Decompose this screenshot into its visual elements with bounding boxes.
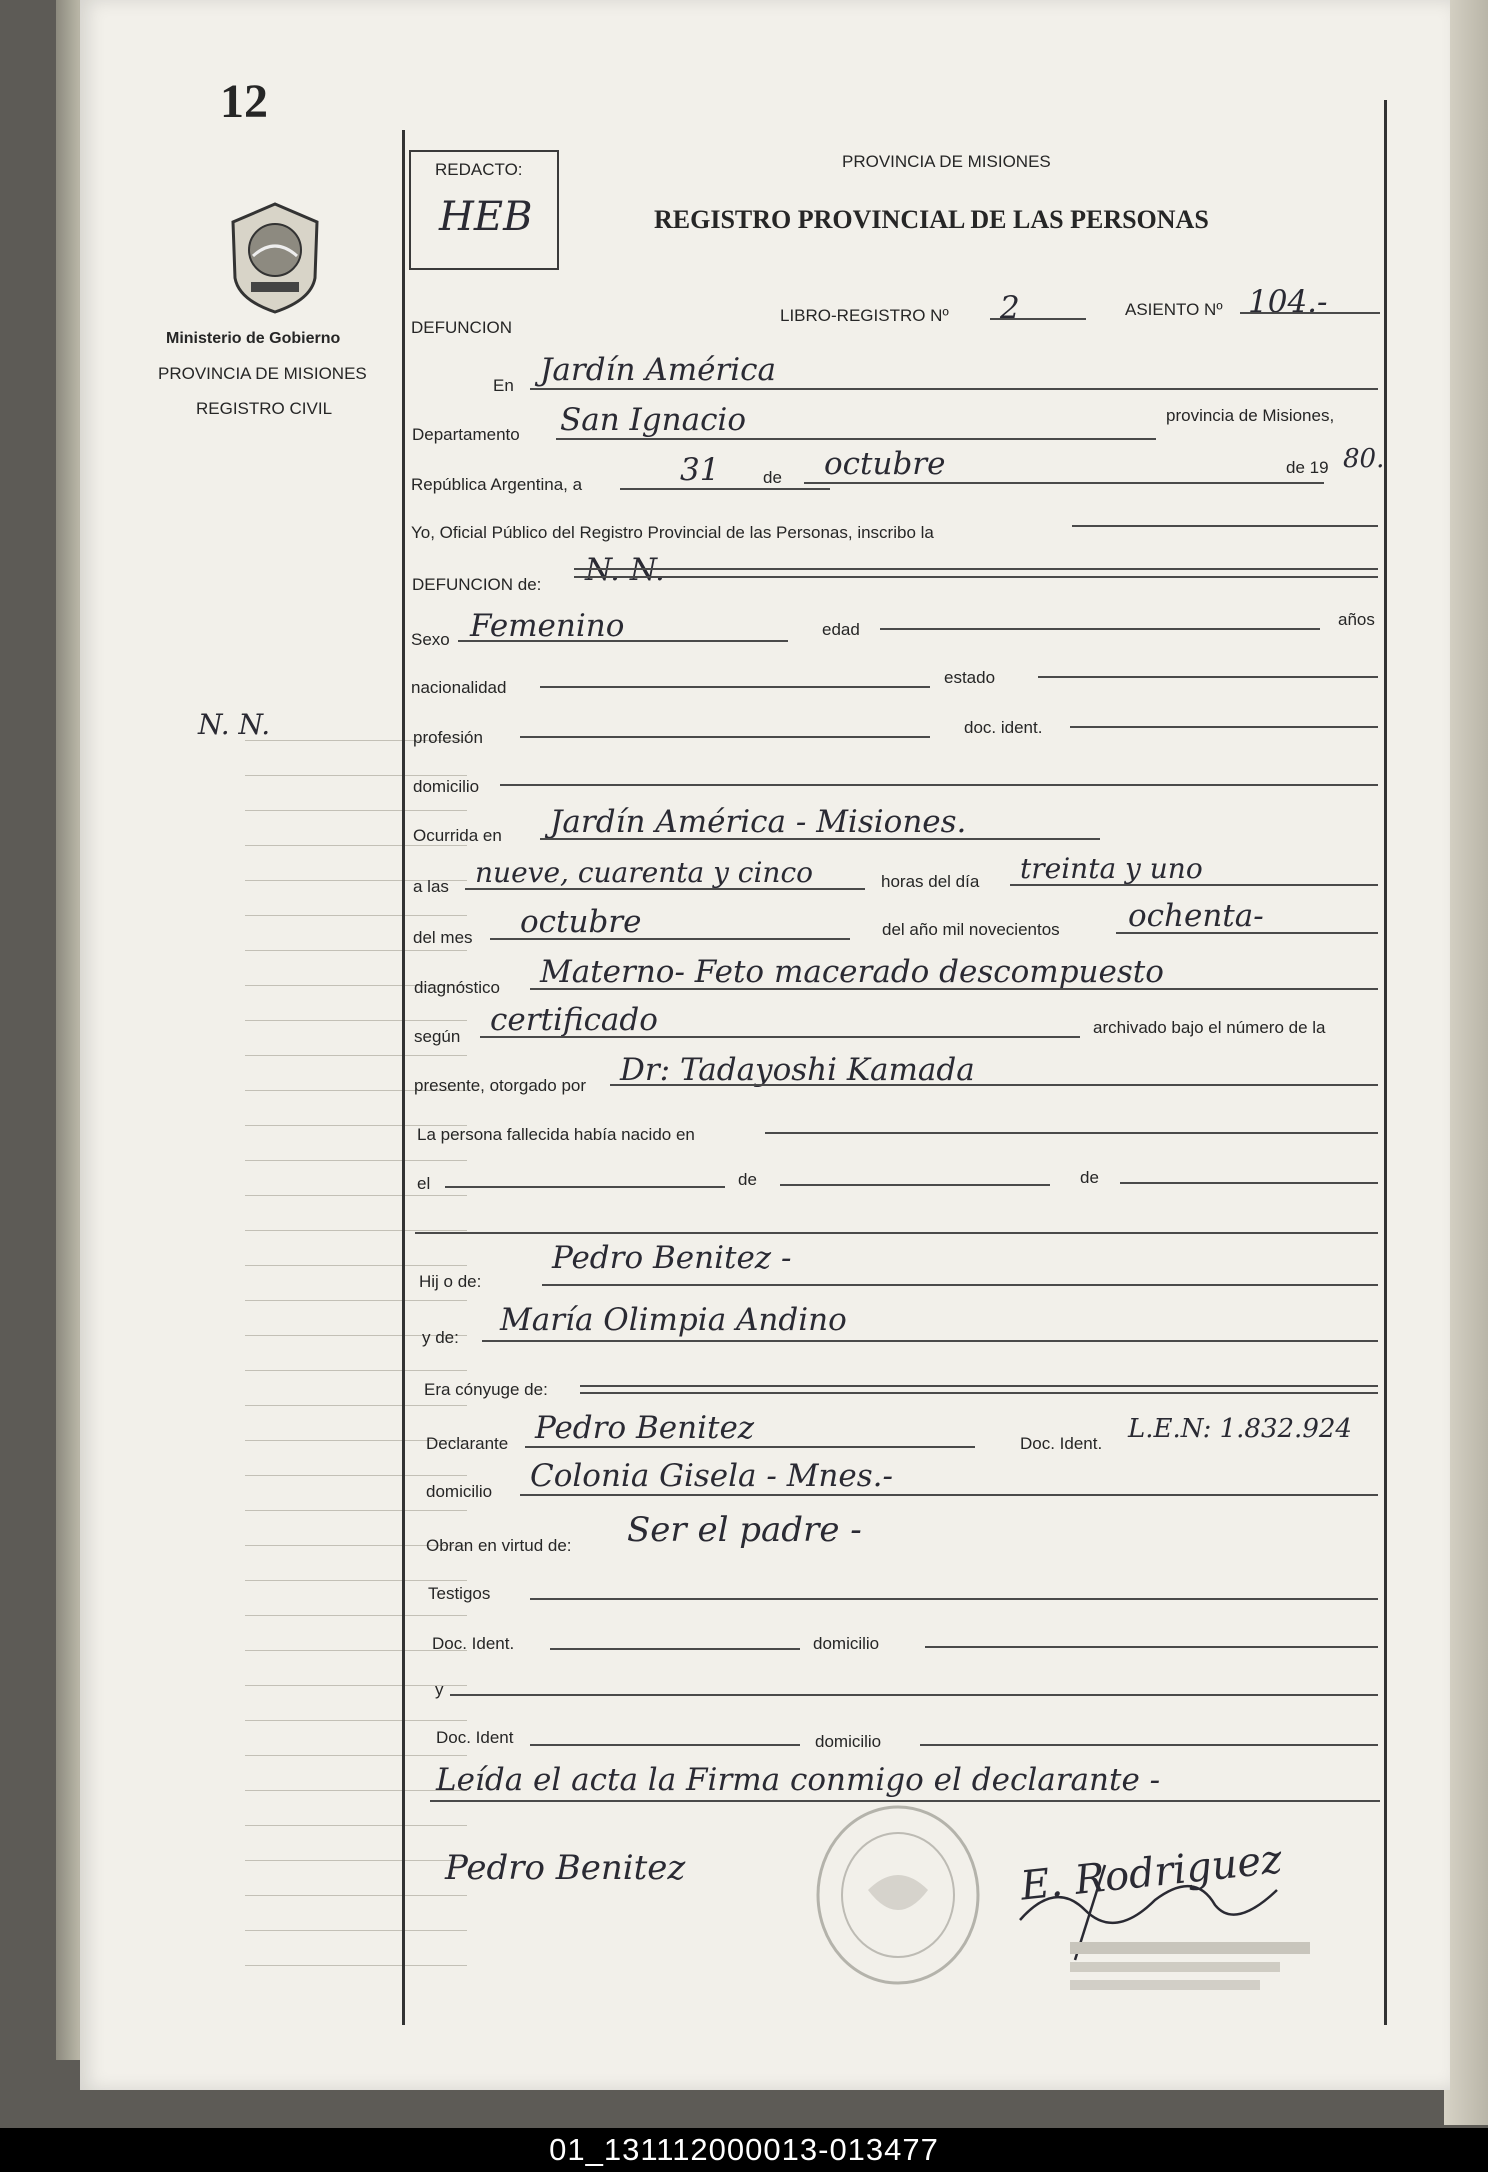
y-de-label: y de: [422,1328,459,1347]
book-edge [1444,0,1488,2125]
margin-note: N. N. [198,708,271,741]
domicilio-label: domicilio [413,777,480,796]
presente-label: presente, otorgado por [414,1076,587,1095]
defuncion-de-value: N. N. [585,552,665,588]
de-label: de [763,468,782,487]
testigo2-doc-label: Doc. Ident [436,1728,514,1747]
coat-of-arms-icon [225,200,325,316]
horas-dia-label: horas del día [881,872,980,891]
hora-value: nueve, cuarenta y cinco [475,856,813,889]
conyuge-label: Era cónyuge de: [424,1380,548,1399]
nacido-label: La persona fallecida había nacido en [417,1125,695,1144]
month-value: octubre [824,446,946,482]
del-mes-label: del mes [413,928,473,947]
declarante-doc-label: Doc. Ident. [1020,1434,1103,1453]
en-value: Jardín América [540,352,777,388]
hijo-value: Pedro Benitez - [552,1240,792,1276]
anio-mil-value: ochenta- [1128,898,1264,934]
anio-mil-label: del año mil novecientos [882,920,1060,939]
declarante-label: Declarante [426,1434,509,1453]
page-title: REGISTRO PROVINCIAL DE LAS PERSONAS [654,205,1209,234]
page-number: 12 [220,75,268,128]
hijo-label: Hij o de: [419,1272,482,1291]
ministry-label: Ministerio de Gobierno [166,330,341,347]
redacto-box [409,150,559,270]
registry-seal-icon [808,1800,988,1990]
provincia-label: provincia de Misiones, [1166,406,1335,425]
sexo-label: Sexo [411,630,450,649]
form-right-border [1384,100,1387,2025]
de-year-label: de 19 [1286,458,1329,477]
segun-label: según [414,1027,461,1046]
libro-label: LIBRO-REGISTRO Nº [780,306,949,325]
day-value: 31 [680,452,720,488]
declarante-domicilio-value: Colonia Gisela - Mnes.- [530,1458,893,1494]
de-label-2: de [738,1170,757,1189]
redacto-label: REDACTO: [435,160,523,179]
obran-value: Ser el padre - [627,1510,862,1550]
anios-label: años [1338,610,1375,629]
register-page [80,0,1450,2090]
asiento-value: 104.- [1248,284,1328,320]
dia-texto-value: treinta y uno [1020,852,1203,885]
officer-signature: E. Rodriguez [1018,1836,1285,1910]
declarante-doc-value: L.E.N: 1.832.924 [1128,1414,1352,1444]
ocurrida-label: Ocurrida en [413,826,502,845]
year-value: 80. [1343,444,1385,474]
departamento-value: San Ignacio [560,402,747,438]
inscribo-label: Yo, Oficial Público del Registro Provincial de las Personas, inscribo la [411,523,934,542]
obran-label: Obran en virtud de: [426,1536,572,1555]
estado-label: estado [944,668,996,687]
officer-name-stamp-icon [1070,1938,1310,1998]
form-left-border [402,130,405,2025]
declarante-domicilio-label: domicilio [426,1482,493,1501]
defuncion-de-label: DEFUNCION de: [412,575,542,594]
asiento-label: ASIENTO Nº [1125,300,1223,319]
nacionalidad-label: nacionalidad [411,678,507,697]
y-de-value: María Olimpia Andino [500,1302,847,1338]
redacto-initials: HEB [439,194,533,240]
declarant-signature: Pedro Benitez [445,1848,686,1888]
footer-bar [0,2128,1488,2172]
closing-statement: Leída el acta la Firma conmigo el declarante - [436,1762,1161,1798]
declarante-value: Pedro Benitez [535,1410,755,1446]
act-type: DEFUNCION [411,318,513,337]
departamento-label: Departamento [412,425,520,444]
republica-label: República Argentina, a [411,475,583,494]
de-label-3: de [1080,1168,1099,1187]
testigo-domicilio-label: domicilio [813,1634,880,1653]
el-label: el [417,1174,431,1193]
a-las-label: a las [413,877,449,896]
registry-label: REGISTRO CIVIL [196,399,333,418]
doc-ident-label: doc. ident. [964,718,1043,737]
diagnostico-value: Materno- Feto macerado descompuesto [540,954,1164,990]
archivado-label: archivado bajo el número de la [1093,1018,1326,1037]
segun-value: certificado [490,1002,658,1038]
header-province: PROVINCIA DE MISIONES [842,152,1051,171]
edad-label: edad [822,620,860,639]
libro-value: 2 [1000,290,1020,326]
profesion-label: profesión [413,728,483,747]
testigo2-domicilio-label: domicilio [815,1732,882,1751]
footer-id: 01_131112000013-013477 [549,2132,939,2167]
sexo-value: Femenino [470,608,625,644]
ocurrida-value: Jardín América - Misiones. [550,804,967,840]
testigo-doc-label: Doc. Ident. [432,1634,515,1653]
y-label: y [435,1680,444,1699]
del-mes-value: octubre [520,904,642,940]
presente-value: Dr: Tadayoshi Kamada [620,1052,975,1088]
testigos-label: Testigos [428,1584,491,1603]
province-label: PROVINCIA DE MISIONES [158,364,367,383]
diagnostico-label: diagnóstico [414,978,501,997]
en-label: En [493,376,514,395]
blank-line [415,1232,1378,1234]
